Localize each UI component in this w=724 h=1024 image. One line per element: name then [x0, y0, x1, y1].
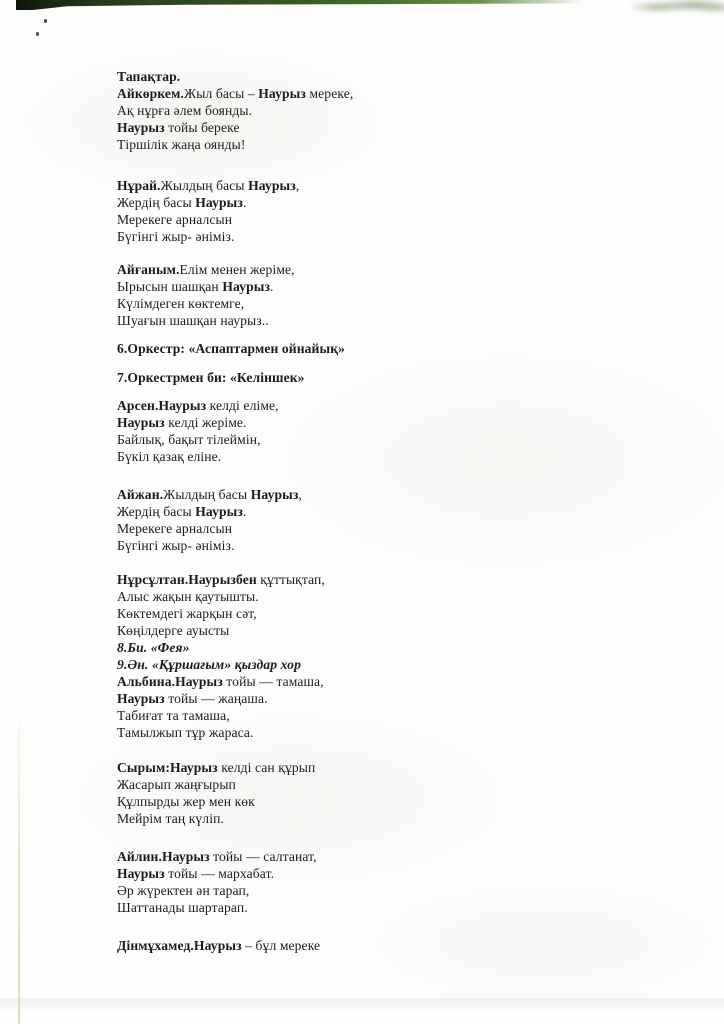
text-segment: тойы — мархабат. — [164, 866, 275, 881]
text-segment: тойы — тамаша, — [222, 674, 324, 689]
text-line — [117, 194, 587, 211]
ink-speck — [44, 19, 47, 23]
text-line — [117, 899, 587, 916]
text-segment: құттықтап, — [256, 572, 325, 587]
text-line — [117, 793, 587, 810]
text-line — [117, 759, 587, 776]
text-line — [117, 68, 587, 85]
text-segment: келді еліме, — [206, 398, 279, 413]
text-line — [117, 656, 587, 673]
text-segment: Мерекеге арналсын — [117, 521, 233, 536]
text-line — [117, 340, 587, 357]
text-segment: Бүгінгі жыр- әніміз. — [117, 229, 235, 244]
text-segment: келді жеріме. — [164, 415, 247, 430]
text-segment: Наурыз — [117, 866, 165, 881]
text-line — [117, 622, 587, 639]
text-segment: 7.Оркестрмен би: «Келіншек» — [117, 370, 305, 385]
text-line — [117, 571, 587, 588]
text-segment: Наурыз — [195, 504, 243, 519]
text-line — [117, 776, 587, 793]
scan-edge-top-right-patch — [628, 0, 724, 16]
text-segment: Наурыз — [250, 487, 299, 502]
text-line — [117, 639, 587, 656]
text-line — [117, 605, 587, 622]
text-line — [117, 228, 587, 245]
text-segment: Дінмұхамед.Наурыз — [117, 938, 242, 953]
text-segment: Наурыз — [117, 415, 165, 430]
text-segment: Наурыз — [195, 195, 243, 210]
text-line — [117, 937, 587, 954]
text-segment: Айжан. — [117, 487, 164, 502]
text-segment: Бүгінгі жыр- әніміз. — [117, 538, 235, 553]
stanza-syrym — [117, 759, 587, 827]
text-line — [117, 848, 587, 865]
stanza-nursultan-albina — [117, 571, 587, 741]
scan-edge-left-line — [18, 700, 20, 1024]
text-line — [117, 261, 587, 278]
text-segment: Көңілдерге ауысты — [117, 623, 230, 638]
stanza-aiganym — [117, 261, 587, 329]
text-segment: Табиғат та тамаша, — [117, 708, 230, 723]
heading-orchestra — [117, 340, 587, 357]
text-segment: Ырысын шашқан — [117, 279, 223, 294]
text-segment: Жердің басы — [117, 504, 196, 519]
stanza-aizhan — [117, 486, 587, 554]
text-line — [117, 707, 587, 724]
text-line — [117, 810, 587, 827]
text-segment: Мейрім таң күліп. — [117, 811, 224, 826]
text-segment: Наурыз — [117, 691, 165, 706]
text-line — [117, 414, 587, 431]
text-segment: Тіршілік жаңа оянды! — [117, 137, 246, 152]
text-segment: Тапақтар. — [117, 69, 181, 84]
text-segment: 6.Оркестр: «Аспаптармен ойнайық» — [117, 341, 346, 356]
text-segment: Альбина.Наурыз — [117, 674, 223, 689]
text-segment: Шуағын шашқан наурыз.. — [117, 313, 269, 328]
scan-edge-bottom-shadow — [0, 998, 724, 1014]
text-segment: . — [242, 504, 247, 519]
text-line — [117, 177, 587, 194]
text-line — [117, 369, 587, 386]
scan-edge-top-band — [16, 0, 582, 10]
text-segment: Айғаным. — [117, 262, 180, 277]
text-segment: Көктемдегі жарқын сәт, — [117, 606, 257, 621]
text-segment: Айлин.Наурыз — [117, 849, 210, 864]
text-segment: , — [298, 487, 302, 502]
text-line — [117, 85, 587, 102]
text-segment: Әр жүректен ән тарап, — [117, 883, 250, 898]
text-line — [117, 211, 587, 228]
text-segment: Жасарып жаңғырып — [117, 777, 236, 792]
stanza-ailin — [117, 848, 587, 916]
text-segment: Нұрсұлтан.Наурызбен — [117, 572, 257, 587]
stanza-dinmukhamed — [117, 937, 587, 954]
text-segment: Жылдың басы — [160, 178, 249, 193]
text-segment: Наурыз — [117, 120, 165, 135]
text-segment: Құлпырды жер мен көк — [117, 794, 255, 809]
document-text — [117, 68, 587, 954]
text-segment: 8.Би. «Фея» — [117, 640, 190, 655]
text-line — [117, 278, 587, 295]
stanza-aikorkem — [117, 68, 587, 153]
text-segment: , — [295, 178, 300, 193]
text-segment: Елім менен жеріме, — [179, 262, 295, 277]
text-segment: Мерекеге арналсын — [117, 212, 233, 227]
text-line — [117, 431, 587, 448]
text-segment: Наурыз — [222, 279, 271, 294]
text-line — [117, 102, 587, 119]
text-segment: Жыл басы – — [183, 86, 259, 101]
text-line — [117, 119, 587, 136]
text-segment: тойы — жаңаша. — [164, 691, 268, 706]
text-segment: Сырым:Наурыз — [117, 760, 218, 775]
text-line — [117, 882, 587, 899]
text-segment: Алыс жақын қаутышты. — [117, 589, 259, 604]
text-segment: Ақ нұрға әлем боянды. — [117, 103, 253, 118]
text-segment: – бұл мереке — [241, 938, 321, 953]
text-line — [117, 520, 587, 537]
text-segment: Нұрай. — [117, 178, 161, 193]
text-segment: Күлімдеген көктемге, — [117, 296, 245, 311]
text-segment: 9.Ән. «Құршағым» қыздар хор — [117, 657, 301, 672]
text-segment: Жылдың басы — [163, 487, 251, 502]
text-segment: Байлық, бақыт тілеймін, — [117, 432, 261, 447]
text-line — [117, 865, 587, 882]
text-segment: Бүкіл қазақ еліне. — [117, 449, 222, 464]
text-line — [117, 295, 587, 312]
stanza-arsen — [117, 397, 587, 465]
text-line — [117, 503, 587, 520]
text-segment: Арсен.Наурыз — [117, 398, 207, 413]
text-line — [117, 486, 587, 503]
text-line — [117, 312, 587, 329]
text-line — [117, 397, 587, 414]
text-line — [117, 724, 587, 741]
heading-orchestra-dance — [117, 369, 587, 386]
text-line — [117, 673, 587, 690]
text-segment: келді сан құрып — [217, 760, 316, 775]
text-line — [117, 537, 587, 554]
text-segment: Наурыз — [248, 178, 296, 193]
text-segment: тойы — салтанат, — [209, 849, 317, 864]
text-segment: Шаттанады шартарап. — [117, 900, 248, 915]
text-segment: тойы береке — [164, 120, 240, 135]
text-segment: Жердің басы — [117, 195, 196, 210]
text-line — [117, 588, 587, 605]
text-segment: . — [270, 279, 274, 294]
text-segment: Айкөркем. — [117, 86, 184, 101]
text-segment: Тамылжып тұр жараса. — [117, 725, 254, 740]
text-segment: мереке, — [305, 86, 354, 101]
ink-speck — [36, 32, 39, 36]
text-segment: Наурыз — [258, 86, 306, 101]
text-line — [117, 690, 587, 707]
text-line — [117, 136, 587, 153]
stanza-nurai — [117, 177, 587, 245]
text-segment: . — [242, 195, 247, 210]
text-line — [117, 448, 587, 465]
